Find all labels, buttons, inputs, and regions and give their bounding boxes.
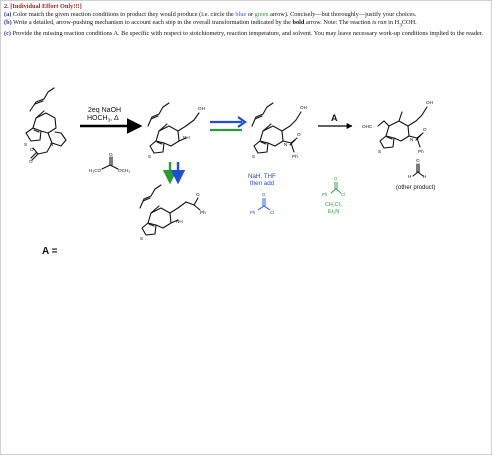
ald-ph-label: Ph [418,149,424,154]
mid-oh-label: OH [198,106,205,111]
formaldehyde-structure [413,164,423,176]
dmc-right-label: OCH₃ [118,168,131,173]
blue-word: blue [235,11,247,19]
answer-A-label: A = [42,246,58,257]
green-word: green [254,11,269,19]
part-c-label: (c) [4,29,11,37]
green-base: Et₃N [328,209,340,215]
ox-ph-label: Ph [292,154,298,159]
green-acyl-chloride-structure [331,182,341,193]
lower-ph-label: Ph [200,210,206,215]
sm-nitrogen-label: N [50,142,54,147]
part-b-label: (b) [4,19,12,27]
ox-o-label: O [297,132,301,137]
part-c: (c) Provide the missing reaction conditions A. Be specific with respect to stoichiometry, reaction temperature, and solvent. You may leave necessary work-up conditions implied to the reader. [4,29,484,37]
sm-ring-o-label: O [30,147,34,152]
ald-oh-label: OH [426,100,433,105]
sm-carbonyl-o-label: O [29,159,33,164]
bold-arrow-condition-2: $HOCH_3$, Δ [87,115,119,123]
lower-nh-label: NH [176,219,183,224]
green-reagent-cl: Cl [341,192,345,197]
amino-alcohol-structure [148,103,199,153]
blue-conditions-line2: then add [250,180,275,187]
ox-sulfur-label: S [252,154,256,159]
ox-nitrogen-label: N [284,142,288,147]
other-product-h-left: H [408,174,412,179]
blue-reagent-o: O [262,192,266,197]
bold-arrow-condition-1: 2eq NaOH [88,107,122,114]
dmc-oxygen-label: O [109,152,113,157]
lower-sulfur-label: S [140,236,144,241]
ox-oh-label: OH [300,105,307,110]
part-a: (a) Color match the given reaction conditions to product they would produce (i.e. circle the blue or green arrow). Concisely—but thoroughly—justify your choices. [4,11,417,19]
green-solvent: CH₂Cl₂ [325,202,343,208]
part-a-label: (a) [4,11,12,19]
ald-nitrogen-label: N [410,137,414,142]
question-header: 2. [Individual Effort Only!!!] [4,3,82,10]
ald-ohc-label: OHC [362,124,373,129]
green-reagent-o: O [334,176,338,181]
part-b: (b) Write a detailed, arrow-pushing mechanism to account each step in the overall transformation indicated by the bold arrow. Note: The reaction is run in $H_3COH$. [4,19,417,29]
dimethyl-carbonate-structure [102,157,118,169]
sm-sulfur-label: S [24,142,28,147]
other-product-h-right: H [423,174,427,179]
reagent-A-label: A [331,113,338,123]
blue-reagent-ph: Ph [250,210,256,215]
lower-amide-structure [140,185,200,235]
blue-reagent-cl: Cl [270,210,274,215]
blue-conditions-line1: NaH, THF [248,173,276,180]
bold-word: bold [292,19,305,27]
oxazinone-structure [252,103,301,153]
ald-sulfur-label: S [378,149,382,154]
green-reagent-ph: Ph [322,192,328,197]
lower-o-label: O [196,192,200,197]
mid-sulfur-label: S [148,154,152,159]
mid-nh-label: NH [183,135,190,140]
other-product-label: (other product) [396,185,436,191]
dmc-left-label: H₃CO [89,168,102,173]
aldehyde-product-structure [378,107,427,148]
blue-acyl-chloride-structure [258,198,270,210]
ald-o-label: O [423,127,427,132]
other-product-o: O [416,158,420,163]
